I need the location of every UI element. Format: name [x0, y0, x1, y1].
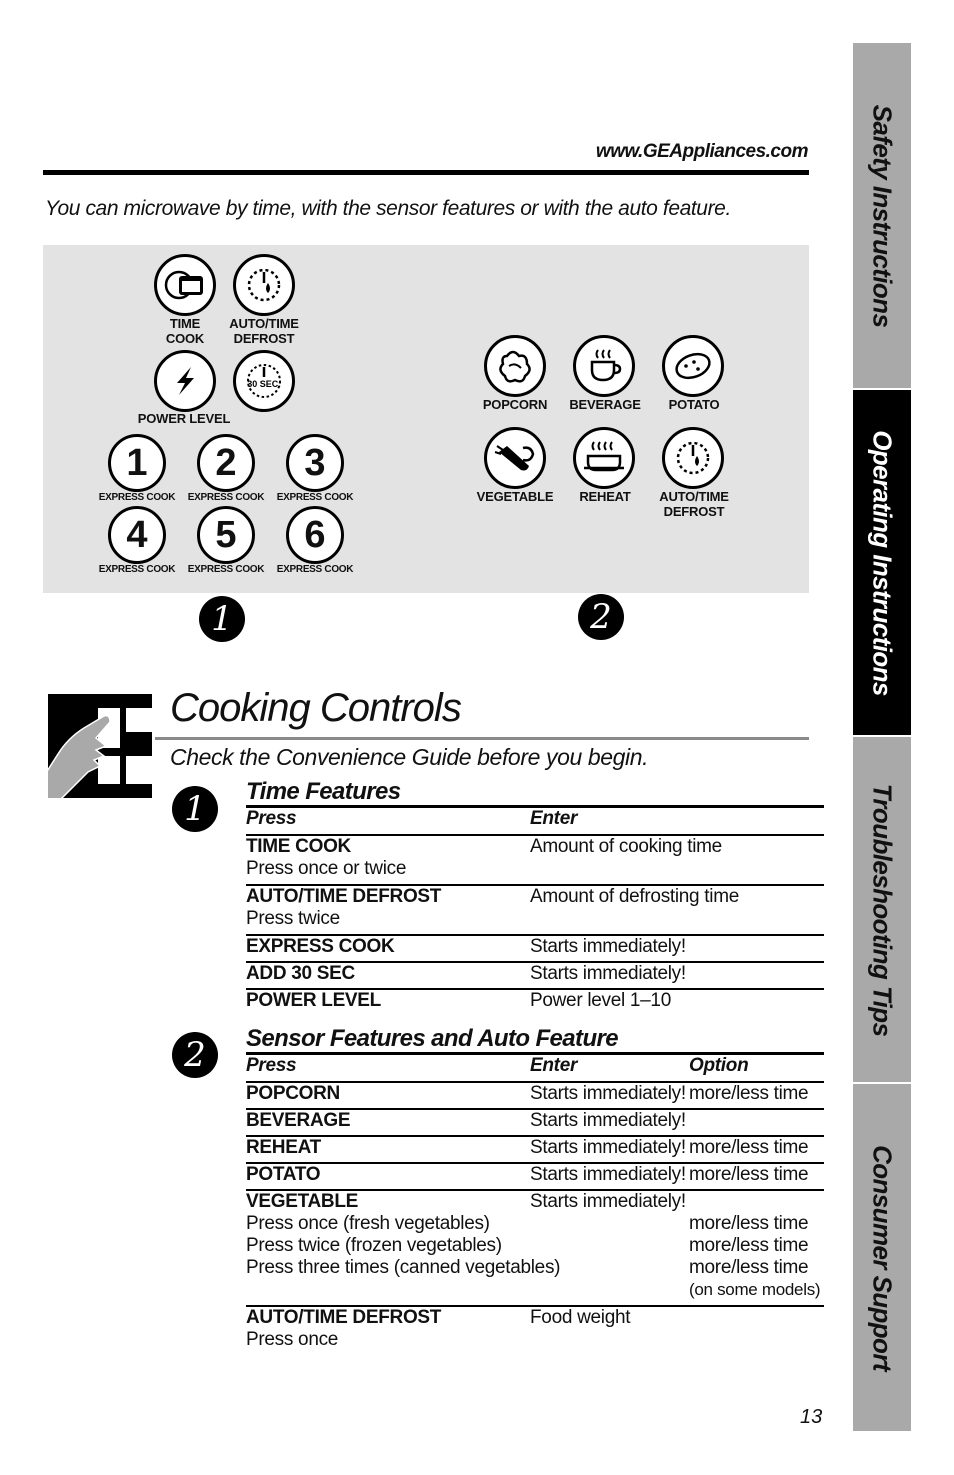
vegetable-label: VEGETABLE [476, 489, 554, 504]
intro-text: You can microwave by time, with the sensor features or with the auto feature. [45, 197, 731, 220]
beverage-button [573, 335, 635, 397]
header-option: Option [689, 1055, 749, 1076]
table-row [246, 988, 824, 1015]
header-press: Press [246, 808, 297, 829]
popcorn-label: POPCORN [482, 397, 548, 412]
press-value: POWER LEVEL [246, 990, 381, 1011]
enter-value: Amount of cooking time [530, 836, 722, 857]
section-title: Cooking Controls [170, 686, 461, 730]
timer-icon [242, 359, 286, 403]
auto-defrost-button [233, 254, 295, 316]
express-cook-label: EXPRESS COOK [98, 492, 176, 503]
section-rule [155, 737, 809, 740]
popcorn-icon [495, 346, 535, 386]
table-header [246, 1052, 824, 1081]
panel-marker-2: 2 [578, 594, 624, 640]
tab-troubleshooting-tips[interactable] [853, 737, 911, 1082]
press-value: AUTO/TIME DEFROST [246, 886, 442, 907]
option-value: more/less time [689, 1083, 809, 1104]
tab-operating-instructions[interactable] [853, 390, 911, 735]
hand-pointer-icon [48, 694, 152, 798]
express-cook-label: EXPRESS COOK [187, 492, 265, 503]
table-row [246, 1189, 824, 1305]
sensor-features-table [246, 1052, 824, 1355]
enter-value: Starts immediately! [530, 963, 686, 984]
sensor-features-title: Sensor Features and Auto Feature [246, 1025, 618, 1052]
potato-icon [672, 346, 714, 386]
enter-value: Starts immediately! [530, 1164, 686, 1185]
press-value: TIME COOK [246, 836, 351, 857]
tab-label: Troubleshooting Tips [867, 783, 898, 1036]
enter-value: Amount of defrosting time [530, 886, 739, 907]
power-level-label: POWER LEVEL [137, 411, 231, 426]
express-cook-2-button: 2 [197, 434, 255, 492]
tab-label: Consumer Support [867, 1144, 898, 1371]
panel-marker-1: 1 [199, 596, 245, 642]
express-cook-6-button: 6 [286, 506, 344, 564]
table-row [246, 1162, 824, 1189]
option-value: more/less time [689, 1164, 809, 1185]
option-value: more/less time [689, 1257, 809, 1278]
table-row [246, 1108, 824, 1135]
press-value: EXPRESS COOK [246, 936, 395, 957]
time-cook-label: TIME COOK [165, 316, 205, 346]
top-rule [43, 170, 809, 175]
enter-value: Starts immediately! [530, 1110, 686, 1131]
table-row [246, 1305, 824, 1355]
auto-defrost-label: AUTO/TIME DEFROST [229, 316, 299, 346]
express-cook-label: EXPRESS COOK [276, 564, 354, 575]
potato-label: POTATO [668, 397, 720, 412]
enter-value: Food weight [530, 1307, 631, 1328]
potato-button [662, 335, 724, 397]
press-sub: Press three times (canned vegetables) [246, 1257, 561, 1278]
express-cook-1-button: 1 [108, 434, 166, 492]
time-features-marker: 1 [172, 786, 218, 832]
enter-value: Starts immediately! [530, 1137, 686, 1158]
express-cook-4-button: 4 [108, 506, 166, 564]
control-panel-illustration [43, 245, 809, 593]
table-row [246, 834, 824, 884]
express-cook-label: EXPRESS COOK [187, 564, 265, 575]
carrot-icon [493, 438, 537, 478]
press-value: AUTO/TIME DEFROST [246, 1307, 442, 1328]
table-row [246, 961, 824, 988]
option-value: more/less time [689, 1235, 809, 1256]
press-sub: Press twice [246, 908, 340, 929]
add-30-sec-button [233, 350, 295, 412]
section-subtitle: Check the Convenience Guide before you begin. [170, 744, 649, 770]
popcorn-button [484, 335, 546, 397]
press-value: POPCORN [246, 1083, 340, 1104]
table-row [246, 1135, 824, 1162]
enter-value: Starts immediately! [530, 1083, 686, 1104]
add-30-sec-label: 30 SEC. [247, 379, 281, 389]
press-value: ADD 30 SEC [246, 963, 355, 984]
press-value: BEVERAGE [246, 1110, 351, 1131]
press-value: POTATO [246, 1164, 321, 1185]
press-sub: Press once [246, 1329, 339, 1350]
power-level-button [154, 350, 216, 412]
time-features-title: Time Features [246, 778, 401, 805]
table-row [246, 1081, 824, 1108]
vegetable-button [484, 427, 546, 489]
time-features-table [246, 805, 824, 1015]
enter-value: Starts immediately! [530, 1191, 686, 1212]
press-sub: Press twice (frozen vegetables) [246, 1235, 502, 1256]
express-cook-label: EXPRESS COOK [276, 492, 354, 503]
defrost-icon [671, 436, 715, 480]
option-value: more/less time [689, 1137, 809, 1158]
tab-label: Safety Instructions [867, 104, 898, 327]
express-cook-label: EXPRESS COOK [98, 564, 176, 575]
enter-value: Starts immediately! [530, 936, 686, 957]
beverage-label: BEVERAGE [569, 397, 641, 412]
auto-defrost-sensor-button [662, 427, 724, 489]
express-cook-5-button: 5 [197, 506, 255, 564]
table-row [246, 884, 824, 934]
header-press: Press [246, 1055, 297, 1076]
cup-icon [584, 346, 624, 386]
sensor-features-marker: 2 [172, 1032, 218, 1078]
website-url: www.GEAppliances.com [595, 141, 808, 162]
side-tabs [853, 43, 911, 1431]
auto-defrost-sensor-label: AUTO/TIME DEFROST [659, 489, 729, 519]
option-value: more/less time [689, 1213, 809, 1234]
press-value: REHEAT [246, 1137, 321, 1158]
reheat-label: REHEAT [579, 489, 631, 504]
lightning-icon [167, 363, 203, 399]
express-cook-3-button: 3 [286, 434, 344, 492]
press-sub: Press once (fresh vegetables) [246, 1213, 490, 1234]
header-enter: Enter [530, 1055, 578, 1076]
table-header [246, 805, 824, 834]
header-enter: Enter [530, 808, 578, 829]
press-value: VEGETABLE [246, 1191, 359, 1212]
option-note: (on some models) [689, 1280, 821, 1299]
enter-value: Power level 1–10 [530, 990, 671, 1011]
tab-consumer-support[interactable] [853, 1084, 911, 1431]
tab-label: Operating Instructions [867, 429, 898, 696]
table-row [246, 934, 824, 961]
press-sub: Press once or twice [246, 858, 407, 879]
clock-window-icon [163, 263, 207, 307]
defrost-icon [242, 263, 286, 307]
page-number: 13 [800, 1406, 823, 1428]
reheat-button [573, 427, 635, 489]
time-cook-button [154, 254, 216, 316]
tab-safety-instructions[interactable] [853, 43, 911, 388]
dish-icon [582, 438, 626, 478]
